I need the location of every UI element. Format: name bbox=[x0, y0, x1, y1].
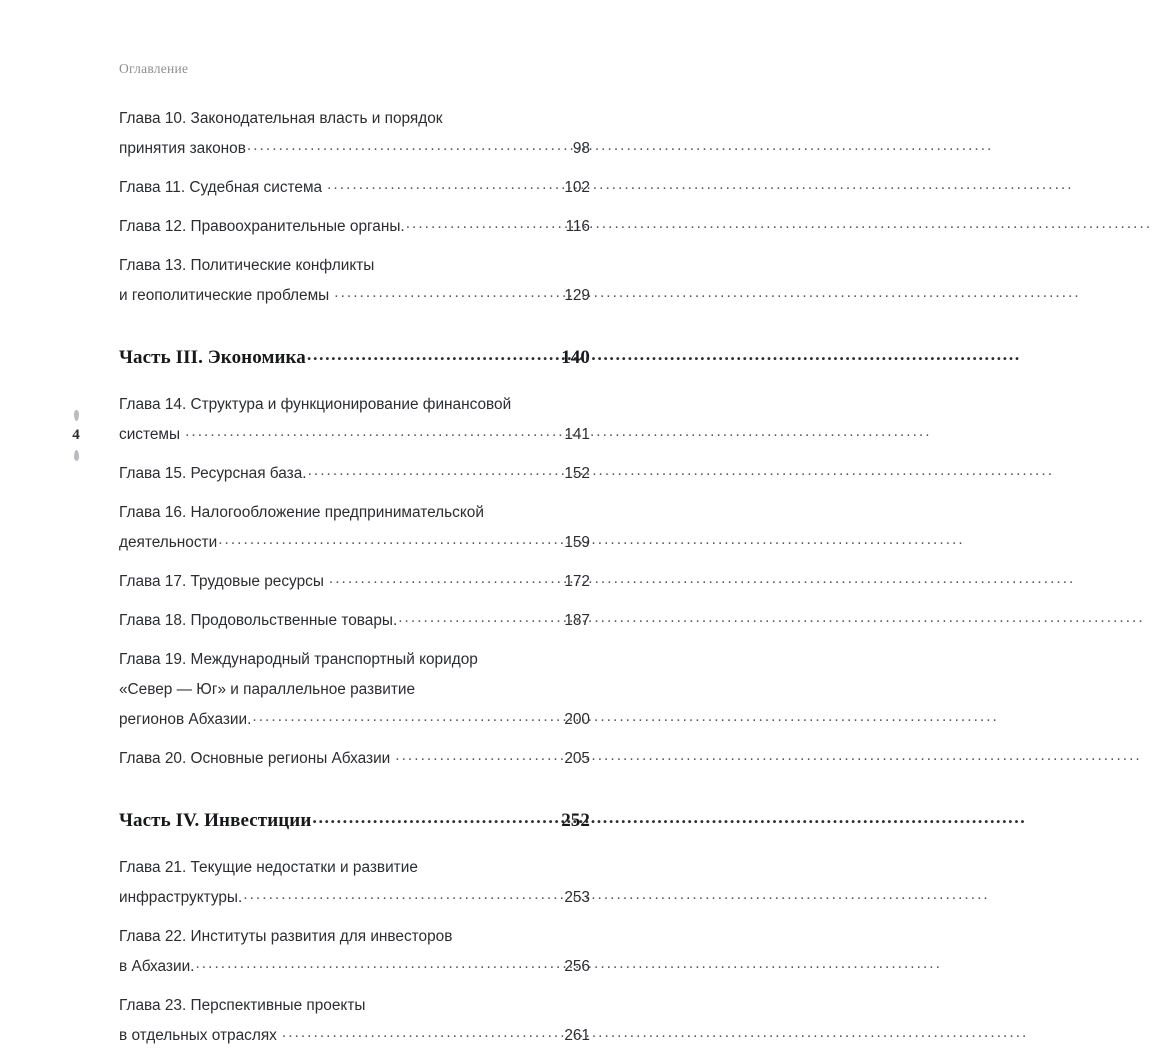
chapter-title-text: Глава 15. Ресурсная база. bbox=[119, 465, 307, 482]
chapter-title-text: и геополитические проблемы bbox=[119, 287, 330, 304]
toc-page-number: 253 bbox=[564, 889, 590, 906]
chapter-title-text: Глава 12. Правоохранительные органы. bbox=[119, 218, 405, 235]
toc-line bbox=[119, 212, 590, 242]
chapter-title-text: Глава 11. Судебная система bbox=[119, 179, 323, 196]
toc-line bbox=[119, 528, 590, 558]
leader-dots bbox=[243, 887, 562, 902]
toc-chapter-entry[interactable] bbox=[119, 991, 590, 1051]
chapter-title-text: деятельности bbox=[119, 534, 218, 551]
toc-line bbox=[119, 1021, 590, 1051]
leaf-ornament-icon bbox=[74, 450, 79, 461]
folio-page-number: 4 bbox=[72, 427, 80, 443]
toc-line bbox=[119, 705, 590, 735]
leaf-ornament-icon bbox=[74, 410, 79, 421]
leader-dots bbox=[185, 424, 559, 439]
chapter-title-text: Глава 10. Законодательная власть и порядок bbox=[119, 110, 443, 127]
leader-dots bbox=[247, 138, 571, 153]
chapter-title-text: Глава 21. Текущие недостатки и развитие bbox=[119, 859, 418, 876]
chapter-title-text: принятия законов bbox=[119, 140, 246, 157]
toc-line bbox=[119, 344, 590, 371]
toc-line bbox=[119, 281, 590, 311]
leader-dots bbox=[252, 709, 562, 724]
toc-line bbox=[119, 744, 590, 774]
part-title-text: Часть III. Экономика bbox=[119, 347, 306, 368]
chapter-title-text: системы bbox=[119, 426, 181, 443]
leader-dots bbox=[395, 748, 559, 763]
chapter-title-text: Глава 22. Институты развития для инвесторов bbox=[119, 928, 453, 945]
toc-line bbox=[119, 645, 590, 675]
leader-dots bbox=[406, 216, 564, 231]
toc-part-entry[interactable] bbox=[119, 344, 590, 371]
leader-dots bbox=[282, 1025, 559, 1040]
toc-chapter-entry[interactable] bbox=[119, 498, 590, 558]
toc-page-number: 261 bbox=[564, 1027, 590, 1044]
toc-page-number: 152 bbox=[564, 465, 590, 482]
chapter-title-text: Глава 14. Структура и функционирование финансовой bbox=[119, 396, 512, 413]
toc-page-number: 141 bbox=[564, 426, 590, 443]
toc-page-number: 252 bbox=[561, 810, 590, 831]
chapter-title-text: Глава 20. Основные регионы Абхазии bbox=[119, 750, 391, 767]
toc-line bbox=[119, 251, 590, 281]
toc-line bbox=[119, 952, 590, 982]
toc-chapter-entry[interactable] bbox=[119, 390, 590, 450]
chapter-title-text: Глава 23. Перспективные проекты bbox=[119, 997, 366, 1014]
table-of-contents bbox=[119, 104, 590, 1051]
chapter-title-text: Глава 17. Трудовые ресурсы bbox=[119, 573, 324, 590]
toc-chapter-entry[interactable] bbox=[119, 606, 590, 636]
leader-dots bbox=[218, 532, 562, 547]
chapter-title-text: в Абхазии. bbox=[119, 958, 195, 975]
toc-chapter-entry[interactable] bbox=[119, 173, 590, 203]
toc-chapter-entry[interactable] bbox=[119, 922, 590, 982]
toc-line bbox=[119, 104, 590, 134]
leader-dots bbox=[195, 956, 562, 971]
toc-page-number: 200 bbox=[564, 711, 590, 728]
toc-chapter-entry[interactable] bbox=[119, 567, 590, 597]
toc-page-number: 205 bbox=[564, 750, 590, 767]
leader-dots bbox=[308, 463, 563, 478]
chapter-title-text: Глава 13. Политические конфликты bbox=[119, 257, 375, 274]
toc-page-number: 140 bbox=[561, 347, 590, 368]
toc-line bbox=[119, 991, 590, 1021]
toc-chapter-entry[interactable] bbox=[119, 744, 590, 774]
toc-line bbox=[119, 853, 590, 883]
toc-chapter-entry[interactable] bbox=[119, 645, 590, 735]
toc-line bbox=[119, 134, 590, 164]
chapter-title-text: «Север — Юг» и параллельное развитие bbox=[119, 681, 416, 698]
toc-line bbox=[119, 922, 590, 952]
chapter-title-text: Глава 16. Налогообложение предпринимательской bbox=[119, 504, 484, 521]
chapter-title-text: регионов Абхазии. bbox=[119, 711, 252, 728]
toc-page-number: 159 bbox=[564, 534, 590, 551]
toc-line bbox=[119, 675, 590, 705]
leader-dots bbox=[334, 285, 559, 300]
leader-dots bbox=[329, 571, 559, 586]
toc-page-number: 98 bbox=[572, 140, 590, 157]
toc-chapter-entry[interactable] bbox=[119, 459, 590, 489]
toc-page-number: 102 bbox=[564, 179, 590, 196]
chapter-title-text: в отдельных отраслях bbox=[119, 1027, 277, 1044]
toc-line bbox=[119, 606, 590, 636]
toc-line bbox=[119, 173, 590, 203]
toc-part-entry[interactable] bbox=[119, 807, 590, 834]
leader-dots bbox=[327, 177, 559, 192]
toc-chapter-entry[interactable] bbox=[119, 212, 590, 242]
toc-line bbox=[119, 567, 590, 597]
page-folio bbox=[62, 410, 90, 461]
leader-dots bbox=[307, 344, 559, 363]
part-title-text: Часть IV. Инвестиции bbox=[119, 810, 312, 831]
chapter-title-text: Глава 18. Продовольственные товары. bbox=[119, 612, 398, 629]
running-head: Оглавление bbox=[119, 61, 189, 76]
toc-page-number: 256 bbox=[564, 958, 590, 975]
toc-chapter-entry[interactable] bbox=[119, 104, 590, 164]
toc-page-number: 129 bbox=[564, 287, 590, 304]
chapter-title-text: инфраструктуры. bbox=[119, 889, 243, 906]
toc-line bbox=[119, 420, 590, 450]
leader-dots bbox=[312, 807, 559, 826]
toc-line bbox=[119, 807, 590, 834]
toc-page-number: 187 bbox=[564, 612, 590, 629]
chapter-title-text: Глава 19. Международный транспортный коридор bbox=[119, 651, 478, 668]
toc-page-number: 116 bbox=[565, 218, 590, 235]
toc-chapter-entry[interactable] bbox=[119, 251, 590, 311]
leader-dots bbox=[398, 610, 562, 625]
toc-line bbox=[119, 459, 590, 489]
toc-page-number: 172 bbox=[564, 573, 590, 590]
toc-line bbox=[119, 390, 590, 420]
toc-line bbox=[119, 498, 590, 528]
toc-chapter-entry[interactable] bbox=[119, 853, 590, 913]
toc-line bbox=[119, 883, 590, 913]
